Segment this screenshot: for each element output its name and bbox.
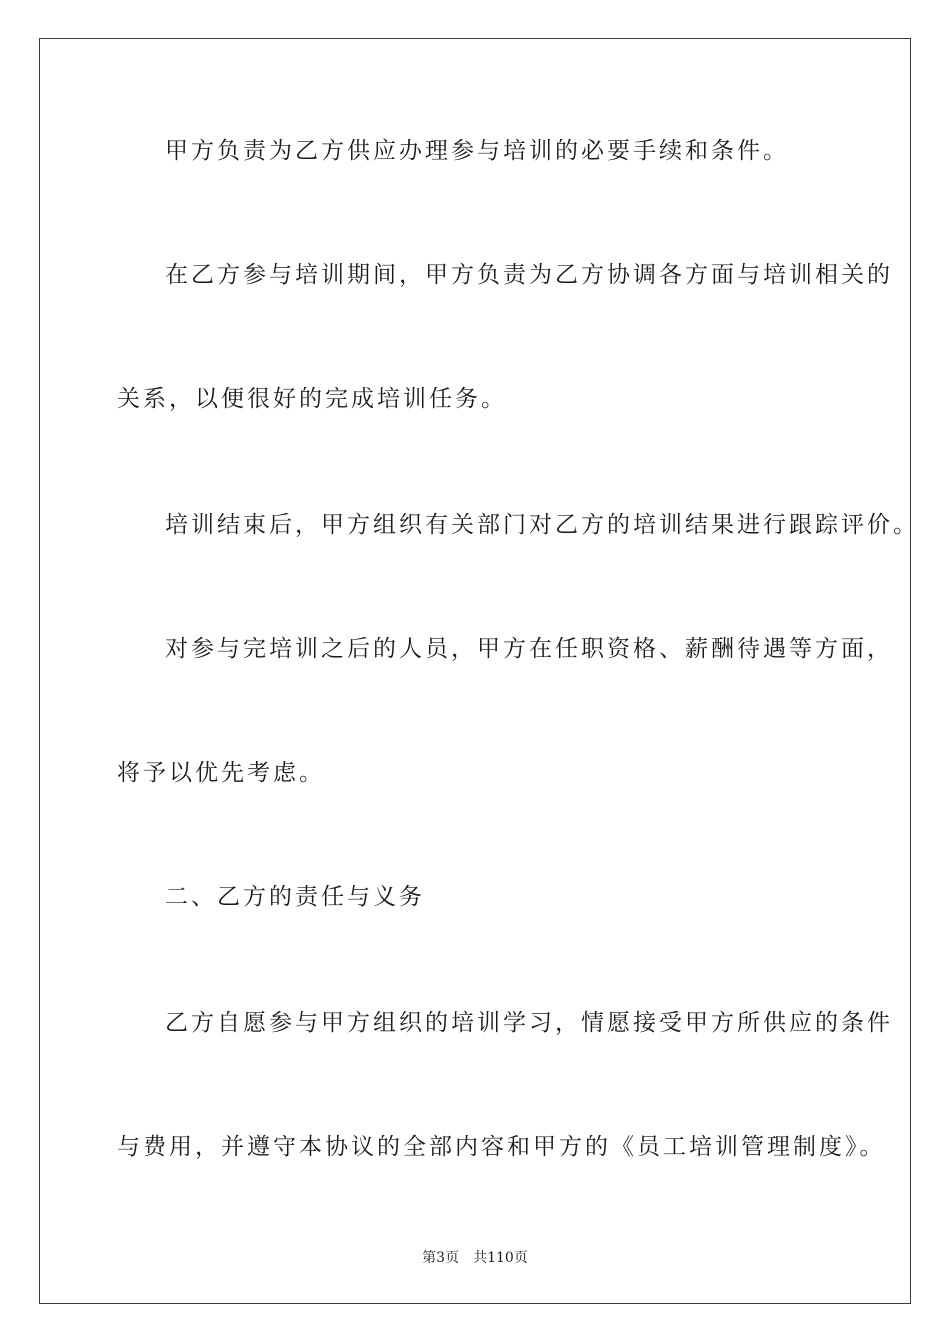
section-heading: 二、乙方的责任与义务 (165, 884, 425, 910)
page-number: 第3页 (422, 1250, 460, 1266)
paragraph-2-line-2: 关系，以便很好的完成培训任务。 (117, 386, 507, 412)
paragraph-5-line-2: 与费用，并遵守本协议的全部内容和甲方的《员工培训管理制度》。 (117, 1134, 886, 1160)
paragraph-2-line-1: 在乙方参与培训期间，甲方负责为乙方协调各方面与培训相关的 (165, 262, 893, 288)
paragraph-3: 培训结束后，甲方组织有关部门对乙方的培训结果进行跟踪评价。 (165, 512, 919, 538)
paragraph-4-line-1: 对参与完培训之后的人员，甲方在任职资格、薪酬待遇等方面， (165, 636, 893, 662)
page-total: 共110页 (473, 1250, 528, 1266)
page-border (39, 38, 919, 1304)
paragraph-4-line-2: 将予以优先考虑。 (117, 760, 325, 786)
paragraph-1: 甲方负责为乙方供应办理参与培训的必要手续和条件。 (165, 138, 789, 164)
paragraph-5-line-1: 乙方自愿参与甲方组织的培训学习，情愿接受甲方所供应的条件 (165, 1010, 893, 1036)
page-footer (0, 1247, 950, 1267)
